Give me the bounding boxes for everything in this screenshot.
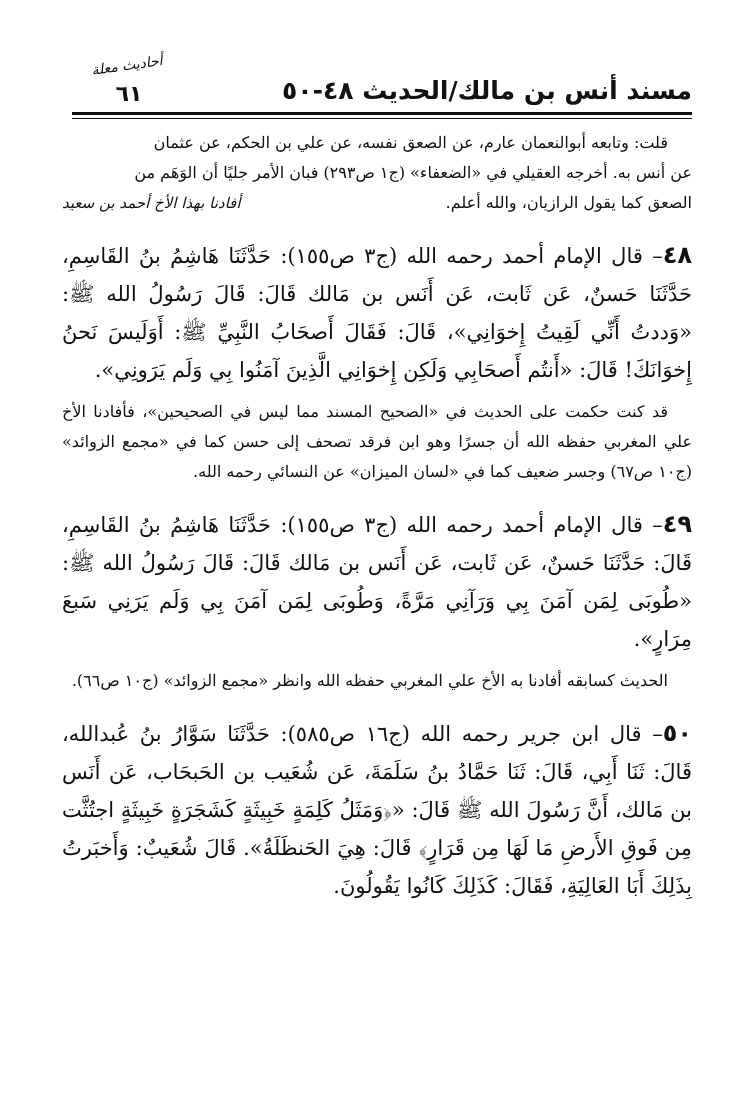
note-credit-line xyxy=(62,188,692,218)
note-line: عن أنس به. أخرجه العقيلي في «الضعفاء» (ج١ ص٢٩٣) فبان الأمر جليًا أن الوَهَم من xyxy=(134,163,692,182)
page-number: ٦١ xyxy=(115,82,143,107)
hadith-50 xyxy=(62,714,692,905)
header-rule xyxy=(72,112,692,115)
hadith-number: ٤٩ xyxy=(662,510,692,538)
hadith-text: – قال الإمام أحمد رحمه الله (ج٣ ص١٥٥): حَدَّثَنَا هَاشِمُ بنُ القَاسِمِ، حَدَّثَنَا حَسنٌ، عَن ثَابت، عَن أَنَس بن مَالك قَالَ: قَالَ رَسُولُ الله ﷺ: «وَددتُ أَنِّي لَقِيتُ إِخوَانِي»، قَالَ: فَقَالَ أَصحَابُ النَّبِيِّ ﷺ: أَوَلَيسَ نَحنُ إِخوَانَكَ! قَالَ: «أَنتُم أَصحَابِي وَلَكِن إِخوَانِي الَّذِينَ آمَنُوا بِي وَلَم يَرَونِي». xyxy=(62,244,692,382)
hadith-49-commentary: الحديث كسابقه أفادنا به الأخ علي المغربي حفظه الله وانظر «مجمع الزوائد» (ج١٠ ص٦٦). xyxy=(71,671,668,690)
hadith-text: – قال ابن جرير رحمه الله (ج١٦ ص٥٨٥): حَدَّثَنَا سَوَّارُ بنُ عُبدالله، قَالَ: ثَنَا أَبِي، قَالَ: ثَنَا حَمَّادُ بنُ سَلَمَةَ، عَن شُعَيب بن الحَبحَاب، عَن أَنَس بن مَالك، أَنَّ رَسُولَ الله ﷺ قَالَ: «﴿وَمَثَلُ كَلِمَةٍ خَبِيثَةٍ كَشَجَرَةٍ خَبِيثَةٍ اجتُثَّت مِن فَوقِ الأَرضِ مَا لَهَا مِن قَرَارٍ﴾ قَالَ: هِيَ الحَنظَلَةُ». قَالَ شُعَيبٌ: وَأَخبَرتُ بِذَلِكَ أَبَا العَالِيَةِ، فَقَالَ: كَذَلِكَ كَانُوا يَقُولُونَ. xyxy=(62,722,692,898)
hadith-48-commentary: قد كنت حكمت على الحديث في «الصحيح المسند مما ليس في الصحيحين»، فأفادنا الأخ علي المغربي حفظه الله أن جسرًا وهو ابن فرقد تصحف إلى حسن كما في «مجمع الزوائد» (ج١٠ ص٦٧) وجسر ضعيف كما في «لسان الميزان» عن النسائي رحمه الله. xyxy=(62,402,692,481)
header-rule-thin xyxy=(72,118,692,119)
note-line: الصعق كما يقول الرازيان، والله أعلم. xyxy=(445,193,692,212)
hadith-49 xyxy=(62,505,692,658)
hadith-text: – قال الإمام أحمد رحمه الله (ج٣ ص١٥٥): حَدَّثَنَا هَاشِمُ بنُ القَاسِمِ، قَالَ: حَدَّثَنَا حَسنٌ، عَن ثَابت، عَن أَنَس بن مَالك قَالَ: قَالَ رَسُولُ الله ﷺ: «طُوبَى لِمَن آمَنَ بِي وَرَآنِي مَرَّةً، وَطُوبَى لِمَن آمَنَ بِي وَلَم يَرَنِي سَبعَ مِرَارٍ». xyxy=(62,513,692,651)
handwritten-margin-note: أحاديث معلة xyxy=(90,53,164,79)
page-header xyxy=(72,53,692,120)
page-body xyxy=(62,128,692,905)
hadith-number: ٥٠ xyxy=(662,719,692,747)
handwritten-credit-note: أفادنا بهذا الأخ أحمد بن سعيد xyxy=(62,194,241,212)
hadith-48 xyxy=(62,236,692,389)
running-title: مسند أنس بن مالك/الحديث ٤٨-٥٠ xyxy=(282,76,692,105)
hadith-number: ٤٨ xyxy=(662,241,692,269)
note-line: قلت: وتابعه أبوالنعمان عارم، عن الصعق نفسه، عن علي بن الحكم، عن عثمان xyxy=(153,133,668,152)
